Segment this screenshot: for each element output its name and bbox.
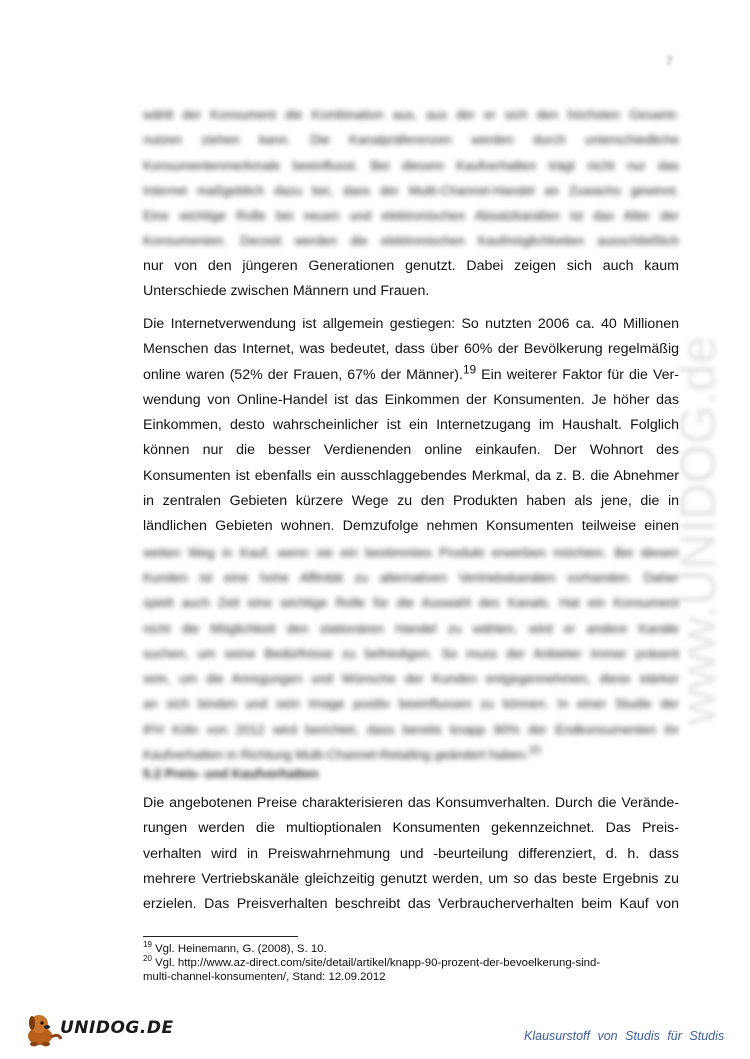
text-fragment: online waren (52% der Frauen, 67% der Männer). (143, 366, 463, 383)
text-line: mehrere Vertriebskanäle gleichzeitig genutzt werden, um so das beste Ergebnis zu (143, 870, 679, 887)
text-line: Konsumenten. Derzeit werden die elektronischen Kaufmöglichkeiten ausschließlich (143, 233, 679, 249)
watermark (660, 280, 740, 730)
tagline: Klausurstoff von Studis für Studis (524, 1029, 725, 1043)
text-line: rungen werden die multioptionalen Konsumenten gekennzeichnet. Das Preis- (143, 820, 679, 837)
text-line: in zentralen Gebieten kürzere Wege zu den Produkten haben als jene, die in (143, 493, 679, 510)
text-line: Internet maßgeblich dazu bei, dass der Multi-Channel-Handel an Zuwachs gewinnt. (143, 182, 679, 198)
text-line: Die angebotenen Preise charakterisieren das Konsumverhalten. Durch die Verände- (143, 795, 679, 811)
page-number: 7 (666, 54, 673, 68)
footnote-text: Vgl. http://www.az-direct.com/site/detail/artikel/knapp-90-prozent-der-bevoelkerung-sind- (155, 957, 601, 969)
text-line: nutzen ziehen kann. Die Kanalpräferenzen werden durch unterschiedliche (143, 132, 679, 148)
text-line: Unterschiede zwischen Männern und Frauen. (143, 283, 430, 300)
text-line-with-footnote (143, 742, 679, 767)
paragraph-2 (143, 312, 679, 767)
section-heading: 5.2 Preis- und Kaufverhalten (143, 766, 319, 781)
text-line: Eine wichtige Rolle bei neuen und elektronischen Absatzkanälen ist das Alter der (143, 208, 679, 224)
text-line: Konsumenten ist ebenfalls ein ausschlaggebendes Merkmal, da z. B. die Abnehmer (143, 467, 679, 484)
text-line: Einkommen, desto wahrscheinlicher ist ein Internetzugang im Haushalt. Folglich (143, 417, 679, 434)
blurred-text-block-2 (143, 540, 679, 768)
footnote-divider (143, 936, 298, 937)
text-line: ländlichen Gebieten wohnen. Demzufolge nehmen Konsumenten teilweise einen (143, 518, 679, 535)
text-line: sein, um die Anregungen und Wünsche der Kunden entgegennehmen, diese stärker (143, 671, 679, 687)
footnote-ref: 19 (462, 362, 477, 376)
text-line: suchen, um seine Bedürfnisse zu befriedigen. So muss der Anbieter immer präsent (143, 645, 679, 661)
text-line-with-footnote (143, 363, 679, 388)
blurred-text-block-1 (143, 102, 679, 254)
watermark-text: www.UNIDOG.de (670, 336, 726, 725)
text-line: können nur die besser Verdienenden online einkaufen. Der Wohnort des (143, 442, 679, 459)
text-line: Menschen das Internet, was bedeutet, dass über 60% der Bevölkerung regelmäßig (143, 341, 679, 358)
text-fragment: Kaufverhalten in Richtung Multi-Channel-Retailing geändert haben. (143, 747, 529, 763)
footnote-20-continued (143, 970, 683, 984)
logo-text: UNIDOG.DE (60, 1018, 174, 1038)
footnote-text: Vgl. Heinemann, G. (2008), S. 10. (155, 943, 327, 955)
footnote-19 (143, 942, 683, 956)
text-line: erzielen. Das Preisverhalten beschreibt das Verbraucherverhalten beim Kauf von (143, 896, 679, 913)
text-line: Kunden ist eine hohe Affinität zu alternativen Vertriebskanälen vorhanden. Daher (143, 569, 679, 585)
paragraph-1 (143, 102, 679, 304)
paragraph-3 (143, 791, 679, 917)
unidog-logo[interactable] (22, 1010, 174, 1048)
footnotes (143, 942, 683, 984)
text-line: verhalten wird in Preiswahrnehmung und -beurteilung differenziert, d. h. dass (143, 845, 679, 862)
text-line: Konsumentenmerkmale beeinflusst. Bei diesem Kaufverhalten trägt nicht nur das (143, 157, 679, 173)
text-line: IFH Köln von 2012 wird berichtet, dass bereits knapp 90% der Endkonsumenten ihr (143, 721, 679, 737)
text-line: wählt der Konsument die Kombination aus, aus der er sich den höchsten Gesamt- (143, 107, 679, 122)
text-line: spielt auch Zeit eine wichtige Rolle für die Auswahl des Kanals. Hat ein Konsument (143, 595, 679, 611)
text-line: nicht die Möglichkeit den stationären Handel zu wählen, wird er andere Kanäle (143, 620, 679, 636)
text-fragment: Ein weiterer Faktor für die Ver- (481, 366, 679, 383)
footnote-ref: 20 (528, 744, 541, 757)
footnote-20 (143, 956, 683, 970)
text-line: wendung von Online-Handel ist das Einkommen der Konsumenten. Je höher das (143, 391, 679, 408)
text-line: weiten Weg in Kauf, wenn sie ein bestimmtes Produkt erwerben möchten. Bei diesen (143, 544, 679, 560)
text-line: an sich binden und sein Image positiv beeinflussen zu können. In einer Studie der (143, 696, 679, 712)
footnote-number: 19 (143, 940, 152, 950)
text-line: Die Internetverwendung ist allgemein gestiegen: So nutzten 2006 ca. 40 Millionen (143, 316, 679, 332)
text-line: nur von den jüngeren Generationen genutzt. Dabei zeigen sich auch kaum (143, 257, 679, 274)
footnote-text: multi-channel-konsumenten/, Stand: 12.09.2012 (143, 971, 386, 983)
footnote-number: 20 (143, 954, 152, 964)
